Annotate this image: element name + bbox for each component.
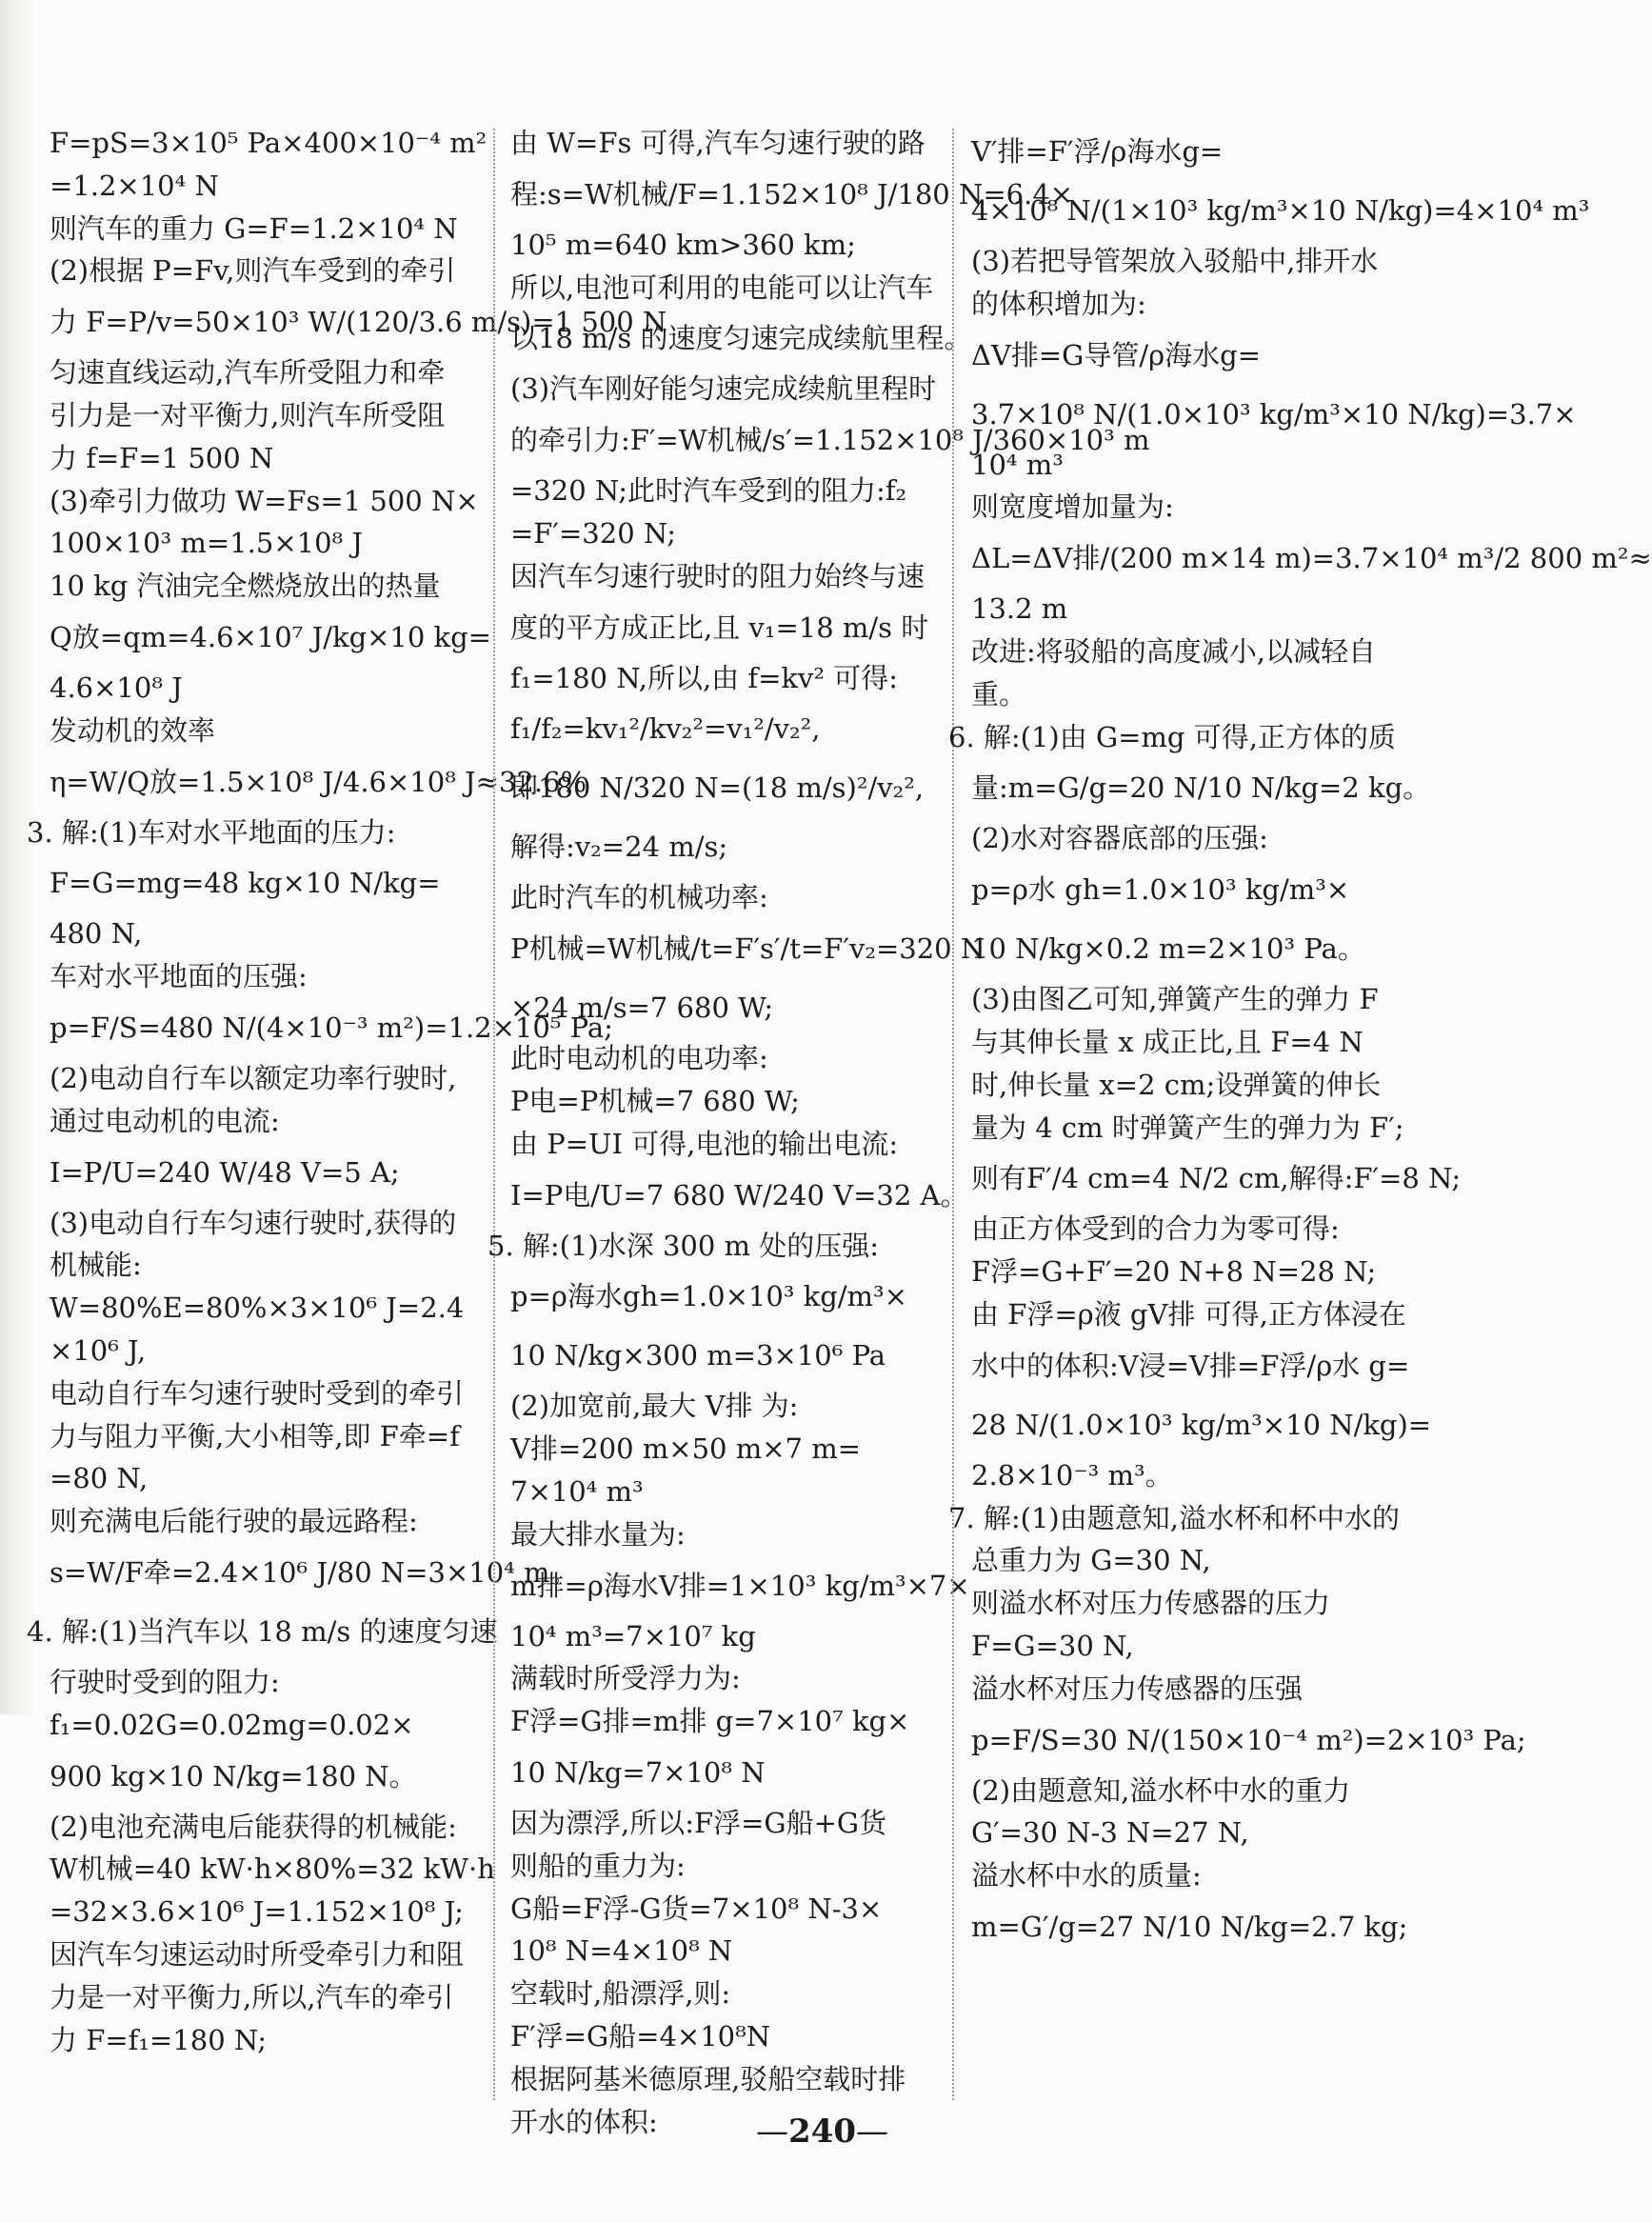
text-line: 行驶时受到的阻力: [50,1665,280,1698]
column-divider [952,129,954,2100]
text-line: F浮=G+F′=20 N+8 N=28 N; [971,1255,1377,1289]
text-line: 以18 m/s 的速度匀速完成续航里程。 [510,322,972,355]
text-line: 解得:v₂=24 m/s; [510,831,728,864]
text-line: 3. 解:(1)车对水平地面的压力: [27,815,396,849]
text-line: 4.6×10⁸ J [50,671,183,704]
text-line: W=80%E=80%×3×10⁶ J=2.4 [50,1292,465,1325]
text-line: =320 N;此时汽车受到的阻力:f₂ [510,474,907,508]
text-line: 量:m=G/g=20 N/10 N/kg=2 kg。 [971,771,1431,805]
text-line: m排=ρ海水V排=1×10³ kg/m³×7× [510,1569,970,1602]
text-line: 10 N/kg×300 m=3×10⁶ Pa [510,1339,886,1372]
page-number-value: 240 [788,2113,856,2151]
text-line: =1.2×10⁴ N [50,169,219,202]
text-line: 4. 解:(1)当汽车以 18 m/s 的速度匀速 [27,1614,498,1648]
text-line: 通过电动机的电流: [50,1104,280,1137]
binding-gutter [0,0,38,1714]
text-line: 900 kg×10 N/kg=180 N。 [50,1759,417,1792]
text-line: 因汽车匀速行驶时的阻力始终与速 [510,559,926,592]
text-line: 力 F=f₁=180 N; [50,2023,267,2056]
text-line: 10⁴ m³ [971,448,1064,481]
text-line: 车对水平地面的压强: [50,960,308,993]
text-line: 程:s=W机械/F=1.152×10⁸ J/180 N=6.4× [510,177,1074,210]
text-line: 28 N/(1.0×10³ kg/m³×10 N/kg)= [971,1408,1432,1441]
text-line: 改进:将驳船的高度减小,以减轻自 [971,634,1376,668]
text-line: p=ρ水 gh=1.0×10³ kg/m³× [971,873,1350,907]
text-line: 由 W=Fs 可得,汽车匀速行驶的路 [510,127,926,159]
text-line: 度的平方成正比,且 v₁=18 m/s 时 [510,611,929,644]
text-line: ΔV排=G导管/ρ海水g= [971,338,1262,371]
text-line: 空载时,船漂浮,则: [510,1977,731,2011]
text-line: 的体积增加为: [971,287,1146,320]
text-line: 10 N/kg×0.2 m=2×10³ Pa。 [971,932,1365,966]
text-line: 则有F′/4 cm=4 N/2 cm,解得:F′=8 N; [971,1162,1462,1195]
page-number-dash: — [756,2113,788,2151]
text-line: 3.7×10⁸ N/(1.0×10³ kg/m³×10 N/kg)=3.7× [971,397,1577,431]
text-line: P电=P机械=7 680 W; [510,1084,800,1117]
text-line: 的牵引力:F′=W机械/s′=1.152×10⁸ J/360×10³ m [510,424,1150,457]
text-line: 力 f=F=1 500 N [50,441,274,474]
text-line: I=P/U=240 W/48 V=5 A; [50,1155,400,1189]
text-line: f₁/f₂=kv₁²/kv₂²=v₁²/v₂², [510,712,821,746]
text-line: 7×10⁴ m³ [510,1474,644,1508]
text-line: ×10⁶ J, [50,1333,147,1367]
text-line: F=pS=3×10⁵ Pa×400×10⁻⁴ m² [50,127,488,159]
text-line: f₁=0.02G=0.02mg=0.02× [50,1708,414,1741]
text-line: W机械=40 kW·h×80%=32 kW·h [50,1852,495,1886]
text-line: 匀速直线运动,汽车所受阻力和牵 [50,356,446,390]
text-line: (3)汽车刚好能匀速完成续航里程时 [510,372,937,406]
text-line: 7. 解:(1)由题意知,溢水杯和杯中水的 [948,1501,1400,1534]
text-line: (2)电池充满电后能获得的机械能: [50,1810,457,1843]
text-line: (2)水对容器底部的压强: [971,822,1268,855]
text-line: 根据阿基米德原理,驳船空载时排 [510,2062,906,2095]
text-line: p=F/S=30 N/(150×10⁻⁴ m²)=2×10³ Pa; [971,1723,1526,1756]
text-line: 力与阻力平衡,大小相等,即 F牵=f [50,1419,460,1452]
text-line: 所以,电池可利用的电能可以让汽车 [510,270,934,304]
text-line: =80 N, [50,1462,149,1495]
text-line: 则溢水杯对压力传感器的压力 [971,1587,1331,1620]
text-line: 力是一对平衡力,所以,汽车的牵引 [50,1980,454,2013]
text-line: 由 F浮=ρ液 gV排 可得,正方体浸在 [971,1297,1406,1331]
text-line: 则宽度增加量为: [971,491,1174,524]
text-line: ×24 m/s=7 680 W; [510,991,774,1025]
text-line: 10⁵ m=640 km>360 km; [510,228,856,261]
text-line: 量为 4 cm 时弹簧产生的弹力为 F′; [971,1111,1404,1144]
text-line: (3)电动自行车匀速行驶时,获得的 [50,1206,457,1239]
text-line: P机械=W机械/t=F′s′/t=F′v₂=320 N [510,932,985,966]
text-line: 此时电动机的电功率: [510,1042,768,1075]
text-line: =32×3.6×10⁶ J=1.152×10⁸ J; [50,1895,464,1929]
text-line: 4×10⁸ N/(1×10³ kg/m³×10 N/kg)=4×10⁴ m³ [971,194,1590,227]
text-line: 则充满电后能行驶的最远路程: [50,1505,418,1538]
text-line: I=P电/U=7 680 W/240 V=32 A。 [510,1178,968,1212]
text-line: V′排=F′浮/ρ海水g= [971,135,1224,168]
text-line: 开水的体积: [510,2105,658,2138]
text-line: 因为漂浮,所以:F浮=G船+G货 [510,1806,887,1839]
text-line: 13.2 m [971,592,1068,626]
page-number-dash: — [855,2113,888,2151]
text-line: V排=200 m×50 m×7 m= [510,1432,861,1466]
text-line: 此时汽车的机械功率: [510,881,768,914]
text-line: 即180 N/320 N=(18 m/s)²/v₂², [510,771,925,805]
text-line: 电动自行车匀速行驶时受到的牵引 [50,1376,465,1410]
text-line: 480 N, [50,917,143,951]
text-line: m=G′/g=27 N/10 N/kg=2.7 kg; [971,1910,1408,1943]
text-line: ΔL=ΔV排/(200 m×14 m)=3.7×10⁴ m³/2 800 m²≈ [971,542,1652,575]
text-line: 100×10³ m=1.5×10⁸ J [50,527,363,560]
text-line: s=W/F牵=2.4×10⁶ J/80 N=3×10⁴ m。 [50,1555,578,1589]
text-line: 因汽车匀速运动时所受牵引力和阻 [50,1937,465,1971]
text-line: 最大排水量为: [510,1517,686,1551]
text-line: 力 F=P/v=50×10³ W/(120/3.6 m/s)=1 500 N [50,306,667,339]
text-line: 10 N/kg=7×10⁸ N [510,1755,766,1789]
text-line: G′=30 N-3 N=27 N, [971,1816,1249,1850]
text-line: F′浮=G船=4×10⁸N [510,2019,771,2053]
text-line: 溢水杯中水的质量: [971,1859,1202,1893]
text-line: 2.8×10⁻³ m³。 [971,1458,1173,1492]
text-line: F=G=30 N, [971,1629,1134,1662]
text-line: (2)由题意知,溢水杯中水的重力 [971,1773,1351,1807]
text-line: 5. 解:(1)水深 300 m 处的压强: [488,1229,880,1262]
text-line: 满载时所受浮力为: [510,1662,741,1695]
text-line: f₁=180 N,所以,由 f=kv² 可得: [510,661,899,694]
text-line: 与其伸长量 x 成正比,且 F=4 N [971,1025,1363,1058]
column-divider [493,129,495,2100]
text-line: F=G=mg=48 kg×10 N/kg= [50,867,441,900]
text-line: 10⁴ m³=7×10⁷ kg [510,1619,756,1652]
text-line: 10 kg 汽油完全燃烧放出的热量 [50,570,441,603]
text-line: 由正方体受到的合力为零可得: [971,1212,1340,1246]
text-line: (3)若把导管架放入驳船中,排开水 [971,245,1379,277]
text-line: 总重力为 G=30 N, [971,1544,1211,1577]
text-line: 水中的体积:V浸=V排=F浮/ρ水 g= [971,1349,1410,1382]
text-line: (3)由图乙可知,弹簧产生的弹力 F [971,983,1379,1016]
text-line: (2)根据 P=Fv,则汽车受到的牵引 [50,254,456,288]
text-line: =F′=320 N; [510,516,676,550]
answer-column-right [948,122,1652,1956]
text-line: 10⁸ N=4×10⁸ N [510,1934,733,1968]
text-line: (2)电动自行车以额定功率行驶时, [50,1061,457,1094]
text-line: F浮=G排=m排 g=7×10⁷ kg× [510,1705,910,1738]
text-line: 重。 [971,677,1027,711]
text-line: 溢水杯对压力传感器的压强 [971,1672,1304,1705]
text-line: p=F/S=480 N/(4×10⁻³ m²)=1.2×10⁵ Pa; [50,1011,613,1044]
text-line: (3)牵引力做功 W=Fs=1 500 N× [50,484,479,517]
text-line: 则汽车的重力 G=F=1.2×10⁴ N [50,211,458,245]
text-line: 由 P=UI 可得,电池的输出电流: [510,1127,899,1160]
text-line: 引力是一对平衡力,则汽车所受阻 [50,398,446,431]
text-line: p=ρ海水gh=1.0×10³ kg/m³× [510,1280,907,1313]
text-line: η=W/Q放=1.5×10⁸ J/4.6×10⁸ J≈32.6% [50,765,587,798]
text-line: Q放=qm=4.6×10⁷ J/kg×10 kg= [50,620,491,653]
text-line: 时,伸长量 x=2 cm;设弹簧的伸长 [971,1068,1382,1101]
text-line: 机械能: [50,1249,142,1282]
text-line: 则船的重力为: [510,1849,686,1882]
page-number [0,2113,1644,2151]
text-line: (2)加宽前,最大 V排 为: [510,1390,799,1423]
text-line: G船=F浮-G货=7×10⁸ N-3× [510,1892,883,1925]
text-line: 发动机的效率 [50,713,216,747]
text-line: 6. 解:(1)由 G=mg 可得,正方体的质 [948,720,1396,753]
